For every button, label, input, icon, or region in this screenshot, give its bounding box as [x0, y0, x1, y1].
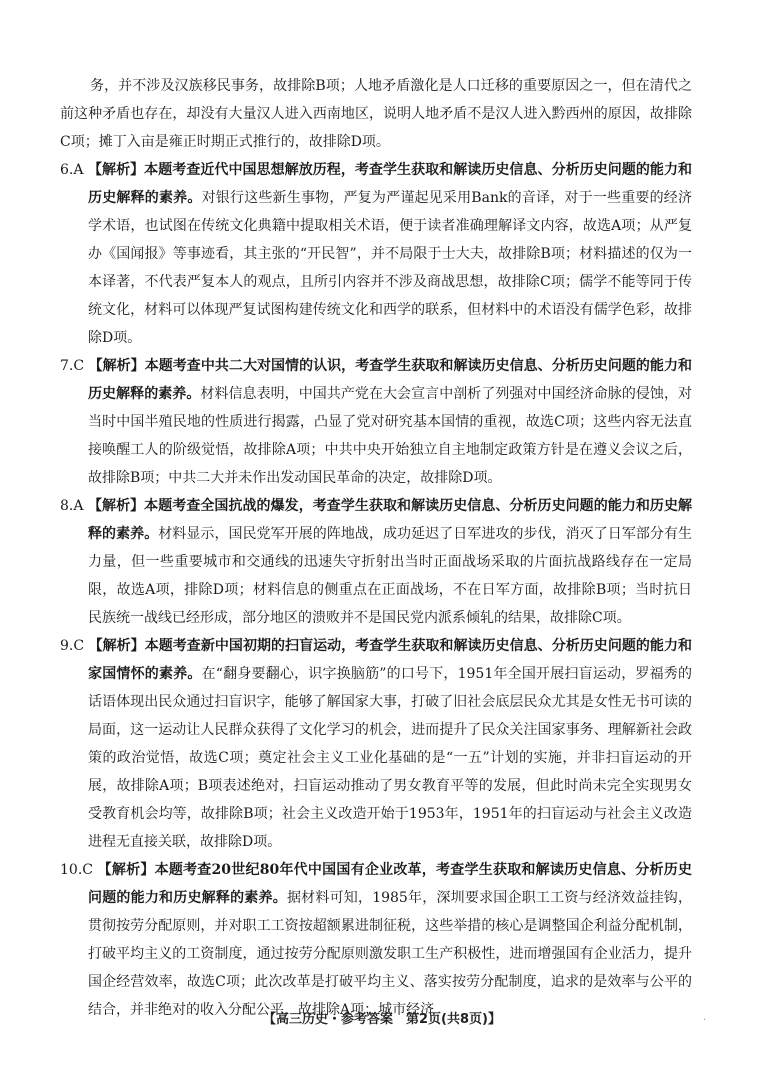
analysis-lead: 本题考查全国抗战的爆发，考查学生获取和解读历史信息、分析历史问题的能力和历史解释的素养。 [88, 498, 693, 542]
analysis-tag: 【解析】 [88, 358, 145, 374]
analysis-tag: 【解析】 [87, 162, 145, 178]
answer-number: 8.A [60, 498, 84, 514]
analysis-lead: 本题考查新中国初期的扫盲运动，考查学生获取和解读历史信息、分析历史问题的能力和家国情怀的素养。 [88, 638, 692, 682]
analysis-body: 材料显示，国民党军开展的阵地战，成功延迟了日军进攻的步伐，消灭了日军部分有生力量，但一些重要城市和交通线的迅速失守折射出当时正面战场采取的片面抗战路线存在一定局限，故选A项，排除D项；材料信息的侧重点在正面战场，不在日军方面，故排除B项；当时抗日民族统一战线已经形成，部分地区的溃败并不是国民党内派系倾轧的结果，故排除C项。 [88, 526, 693, 626]
analysis-body: 在“翻身要翻心，识字换脑筋”的口号下，1951年全国开展扫盲运动，罗福秀的话语体现出民众通过扫盲识字，能够了解国家大事，打破了旧社会底层民众尤其是女性无书可读的局面，这一运动让人民群众获得了文化学习的机会，进而提升了民众关注国家事务、理解新社会政策的政治觉悟，故选C项；奠定社会主义工业化基础的是“一五”计划的实施，并非扫盲运动的开展，故排除A项；B项表述绝对，扫盲运动推动了男女教育平等的发展，但此时尚未完全实现男女受教育机会均等，故排除B项；社会主义改造开始于1953年，1951年的扫盲运动与社会主义改造进程无直接关联，故排除D项。 [88, 666, 692, 850]
corner-mark: . [702, 1012, 706, 1023]
answer-item [60, 156, 692, 352]
answer-item [60, 856, 692, 1024]
answer-number: 6.A [60, 162, 84, 178]
continued-fragment: 务，并不涉及汉族移民事务，故排除B项；人地矛盾激化是人口迁移的重要原因之一，但在清代之前这种矛盾也存在，却没有大量汉人进入西南地区，说明人地矛盾不是汉人进入黔西州的原因，故排除C项；摊丁入亩是雍正时期正式推行的，故排除D项。 [60, 78, 692, 150]
answer-number: 10.C [60, 862, 93, 878]
analysis-tag: 【解析】 [97, 862, 155, 878]
answer-number: 7.C [60, 358, 85, 374]
analysis-tag: 【解析】 [87, 498, 145, 514]
analysis-tag: 【解析】 [88, 638, 145, 654]
analysis-body: 对银行这些新生事物，严复为严谨起见采用Bank的音译，对于一些重要的经济学术语，也试图在传统文化典籍中提取相关术语，便于读者准确理解译文内容，故选A项；从严复办《国闻报》等事迹看，其主张的“开民智”，并不局限于士大夫，故排除B项；材料描述的仅为一本译著，不代表严复本人的观点，且所引内容并不涉及商战思想，故排除C项；儒学不能等同于传统文化，材料可以体现严复试图构建传统文化和西学的联系，但材料中的术语没有儒学色彩，故排除D项。 [88, 190, 692, 346]
analysis-lead: 本题考查20世纪80年代中国国有企业改革，考查学生获取和解读历史信息、分析历史问题的能力和历史解释的素养。 [88, 862, 692, 906]
answer-list [60, 156, 692, 1024]
analysis-body: 据材料可知，1985年，深圳要求国企职工工资与经济效益挂钩，贯彻按劳分配原则，并对职工工资按超额累进制征税，这些举措的核心是调整国企利益分配机制，打破平均主义的工资制度，通过按劳分配原则激发职工生产积极性，进而增强国有企业活力，提升国企经营效率，故选C项；此次改革是打破平均主义、落实按劳分配制度，追求的是效率与公平的结合，并非绝对的收入分配公平，故排除A项；城市经济 [88, 890, 692, 1018]
answer-number: 9.C [60, 638, 85, 654]
answer-item [60, 632, 692, 856]
analysis-body: 材料信息表明，中国共产党在大会宣言中剖析了列强对中国经济命脉的侵蚀，对当时中国半殖民地的性质进行揭露，凸显了党对研究基本国情的重视，故选C项；这些内容无法直接唤醒工人的阶级觉悟，故排除A项；中共中央开始独立自主地制定政策方针是在遵义会议之后，故排除B项；中共二大并未作出发动国民革命的决定，故排除D项。 [88, 386, 693, 486]
analysis-lead: 本题考查近代中国思想解放历程，考查学生获取和解读历史信息、分析历史问题的能力和历史解释的素养。 [88, 162, 693, 206]
analysis-lead: 本题考查中共二大对国情的认识，考查学生获取和解读历史信息、分析历史问题的能力和历史解释的素养。 [88, 358, 692, 402]
page-footer: 【高三历史・参考答案 第2页(共8页)】 [263, 1012, 501, 1027]
answer-item [60, 492, 692, 632]
answer-item [60, 352, 692, 492]
